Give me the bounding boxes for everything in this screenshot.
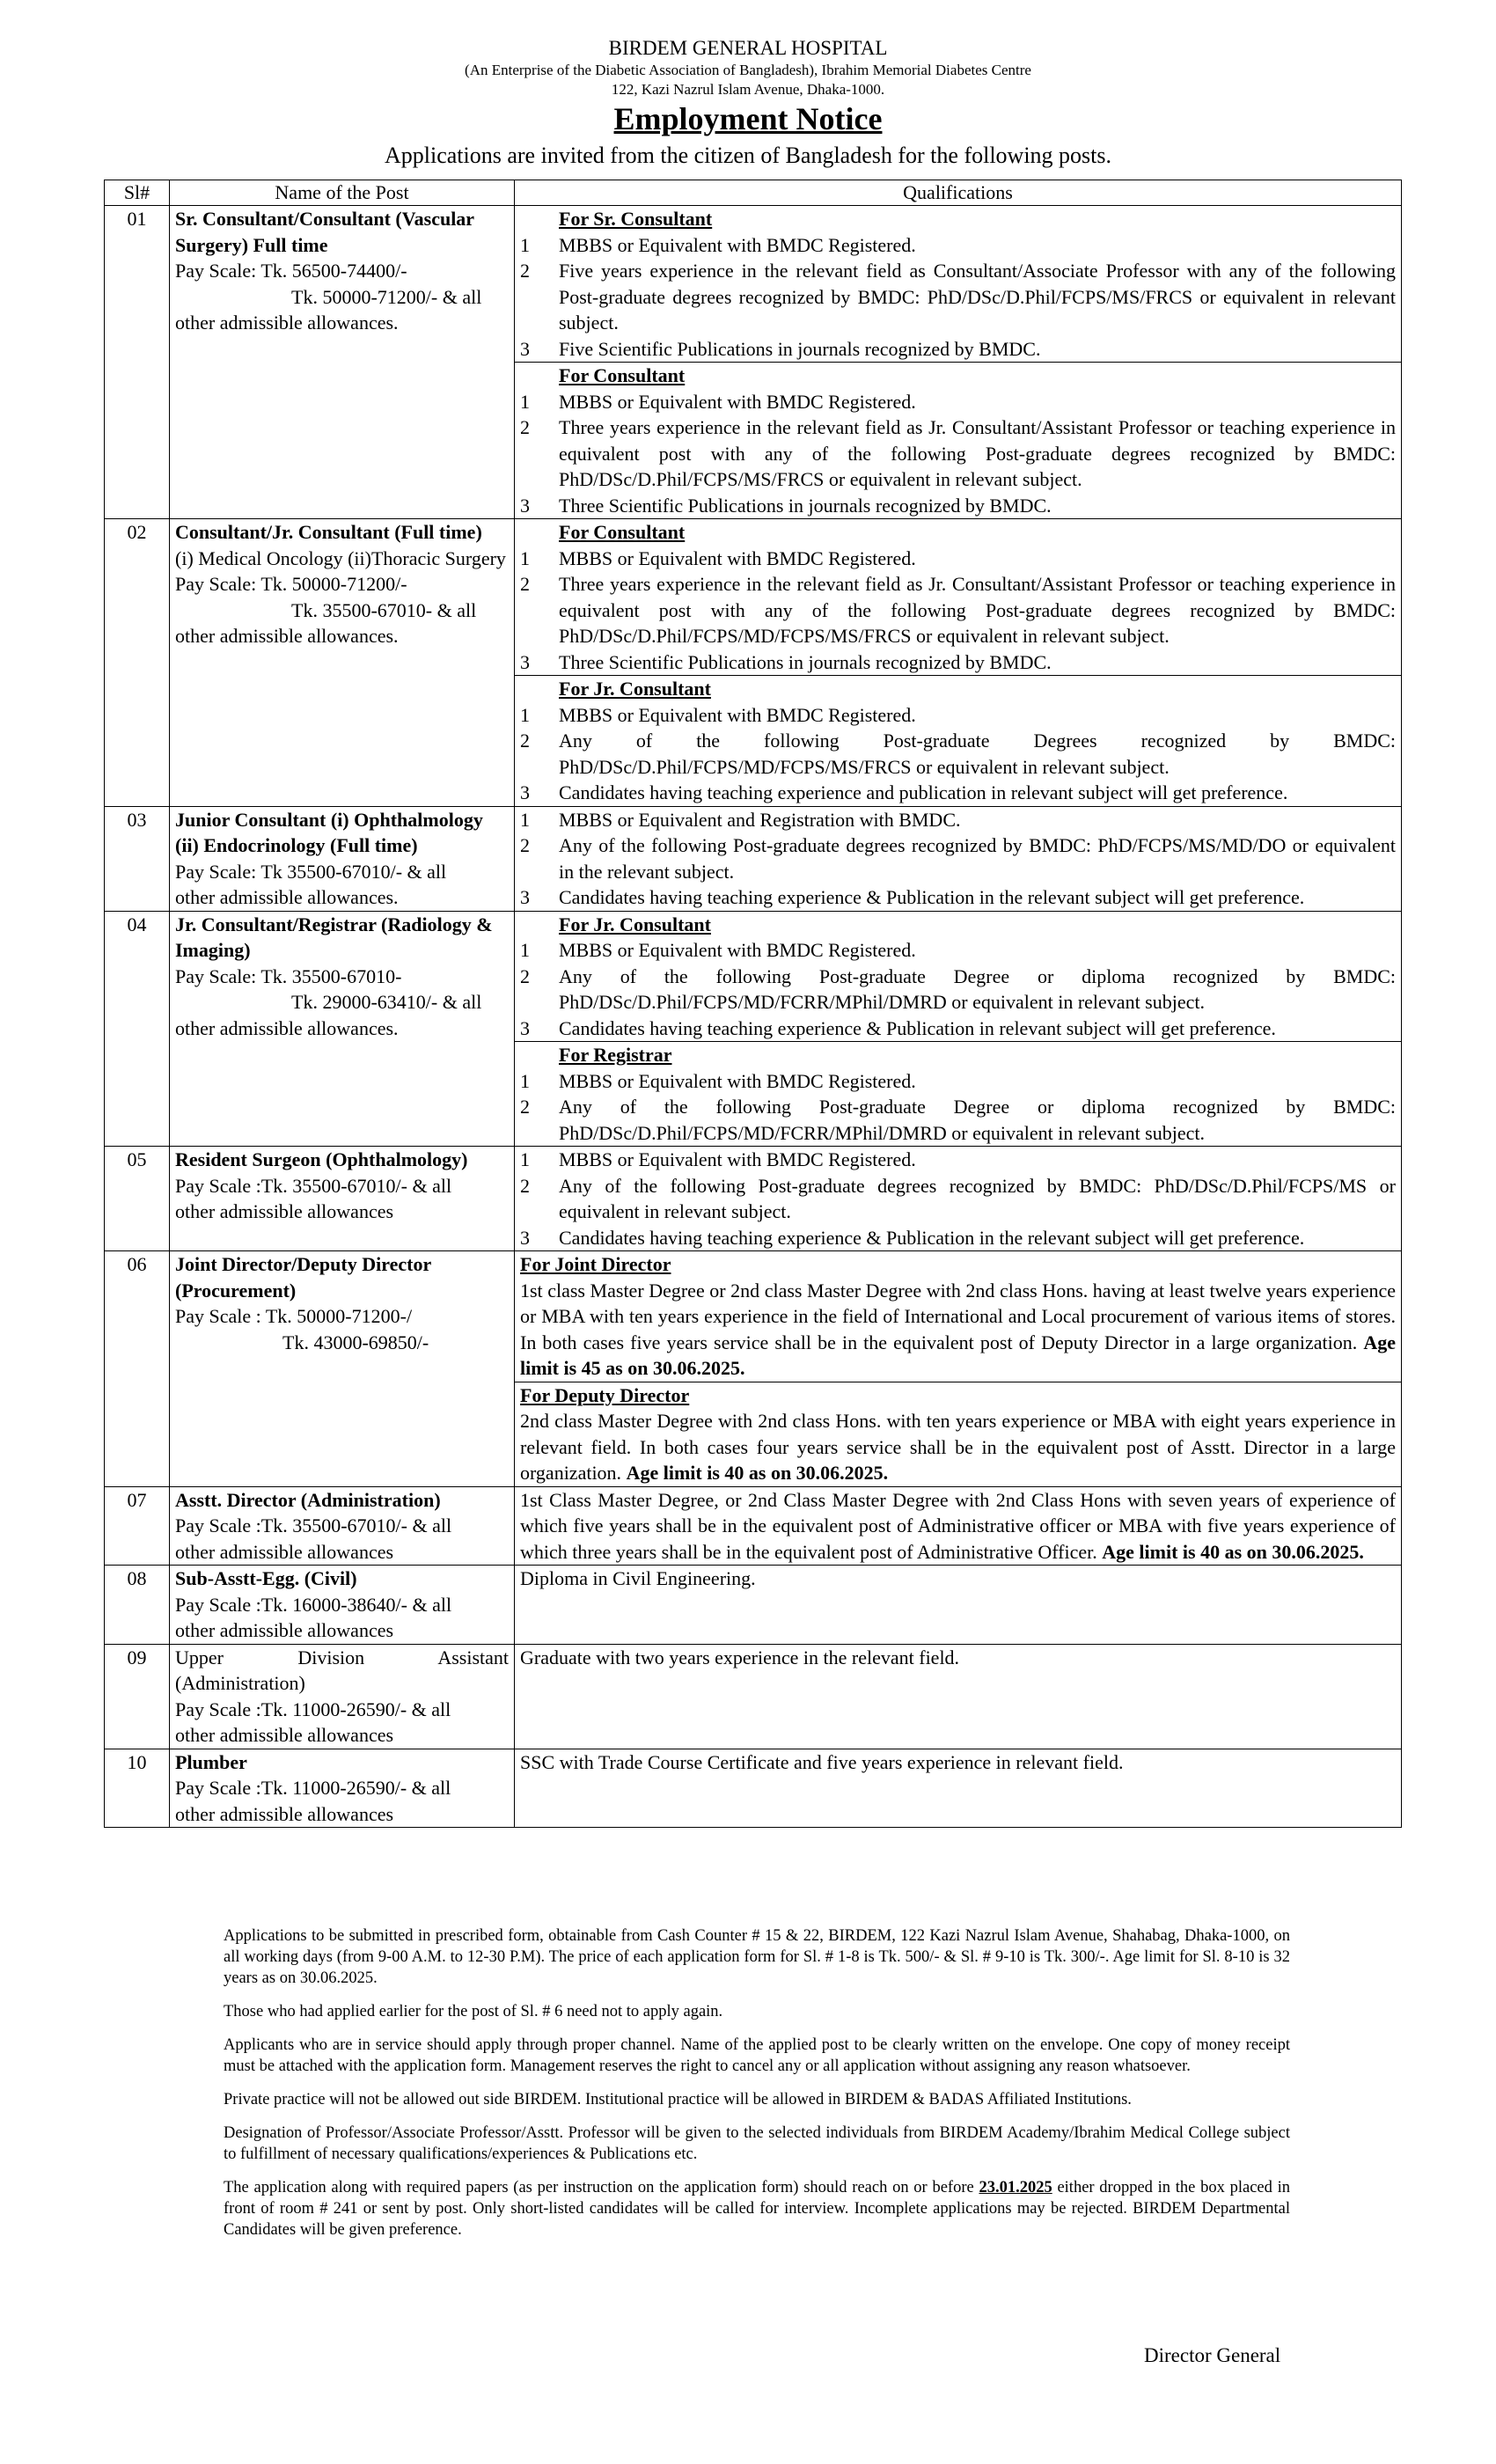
qualification-heading: For Consultant [559,364,686,386]
post-cell [170,806,515,911]
row-sl: 02 [105,519,170,807]
allowances: other admissible allowances. [175,625,399,647]
item-text: Three Scientific Publications in journals recognized by BMDC. [559,494,1052,517]
row-sl: 01 [105,206,170,519]
item-text: Any of the following Post-graduate Degree or diploma recognized by BMDC: PhD/DSc/D.Phil/FCPS/MD/FCRR/MPhil/DMRD or equivalent in relevant subject. [559,964,1396,1013]
qualification-block [515,1566,1402,1645]
qualification-block [515,1147,1402,1251]
list-item [520,1173,1396,1225]
item-text: MBBS or Equivalent with BMDC Registered. [559,233,916,256]
item-number: 2 [520,730,530,752]
list-item [520,780,1396,806]
item-number: 1 [520,1069,530,1092]
item-number: 3 [520,337,530,360]
table-row [105,1749,1402,1828]
signature: Director General [1144,2344,1281,2366]
pay-scale: Pay Scale :Tk. 11000-26590/- & all [175,1777,451,1799]
item-number: 3 [520,1016,530,1039]
note-paragraph [224,2177,1290,2240]
item-number: 1 [520,808,530,831]
pay-scale: Pay Scale :Tk. 35500-67010/- & all [175,1514,452,1536]
note-paragraph: Designation of Professor/Associate Professor/Asstt. Professor will be given to the selected individuals from BIRDEM Academy/Ibrahim Medical College subject to fulfillment of necessary qualifications/experiences & Publications etc. [224,2124,1290,2163]
qualification-text [520,1278,1396,1382]
list-item [520,649,1396,676]
item-text: Five years experience in the relevant field as Consultant/Associate Professor with any of the following Post-graduate degrees recognized by BMDC: PhD/DSc/D.Phil/FCPS/MS/FRCS or equivalent in relevant subject. [559,260,1396,334]
post-cell [170,911,515,1147]
pay-scale: Pay Scale : Tk. 50000-71200-/ [175,1305,413,1327]
item-text: MBBS or Equivalent with BMDC Registered. [559,1069,916,1092]
row-sl: 09 [105,1644,170,1749]
qualification-block [515,363,1402,519]
row-sl: 03 [105,806,170,911]
item-text: Three years experience in the relevant field as Jr. Consultant/Assistant Professor or teaching experience in equivalent post with any of the following Post-graduate degrees recognized by BMDC: PhD/DSc/D.Phil/FCPS/MD/FCPS/MS/FRCS or equivalent in relevant subject. [559,573,1396,647]
item-number: 3 [520,781,530,803]
pay-scale: Pay Scale :Tk. 16000-38640/- & all [175,1593,452,1616]
qualification-block [515,1042,1402,1147]
list-item [520,1016,1396,1042]
list-item [520,1147,1396,1173]
item-number: 1 [520,703,530,726]
note-paragraph: Private practice will not be allowed out side BIRDEM. Institutional practice will be allowed in BIRDEM & BADAS Affiliated Institutions. [224,2091,1132,2108]
post-name: Consultant/Jr. Consultant (Full time) [175,521,482,543]
row-sl: 08 [105,1566,170,1645]
qualification-heading: For Joint Director [520,1253,671,1275]
post-name: Joint Director/Deputy Director (Procurement) [175,1253,431,1302]
qualification-heading: For Sr. Consultant [559,208,713,230]
posts-table [104,180,1402,1828]
header-sl: Sl# [105,180,170,206]
table-row [105,1251,1402,1382]
item-number: 2 [520,573,530,595]
deadline-date: 23.01.2025 [979,2179,1052,2196]
item-number: 3 [520,1226,530,1249]
post-name: Resident Surgeon (Ophthalmology) [175,1148,468,1170]
item-number: 1 [520,546,530,569]
allowances: other admissible allowances. [175,1016,399,1039]
post-name: Sub-Asstt-Egg. (Civil) [175,1567,357,1589]
deadline-text-b: either dropped in the box placed in front of room # 241 or sent by post. Only short-listed candidates will be called for interview. Incomplete applications may be rejected. BIRDEM Departmental Candidates will be given preference. [224,2179,1291,2239]
org-subtitle: (An Enterprise of the Diabetic Association of Bangladesh), Ibrahim Memorial Diabetes Centre [465,62,1031,78]
qualification-text: Graduate with two years experience in the relevant field. [520,1646,960,1668]
item-text: Three Scientific Publications in journals recognized by BMDC. [559,650,1052,673]
row-sl: 05 [105,1147,170,1251]
note-paragraph: Applications to be submitted in prescribed form, obtainable from Cash Counter # 15 & 22, BIRDEM, 122 Kazi Nazrul Islam Avenue, Shahabag, Dhaka-1000, on all working days (from 9-00 A.M. to 12-30 P.M). The price of each application form for Sl. # 1-8 is Tk. 500/- & Sl. # 9-10 is Tk. 300/-. Age limit for Sl. 8-10 is 32 years as on 30.06.2025. [224,1927,1290,1987]
item-number: 2 [520,1096,530,1118]
list-item [520,258,1396,336]
post-name: Junior Consultant (i) Ophthalmology (ii) Endocrinology (Full time) [175,808,483,856]
pay-scale: Pay Scale: Tk 35500-67010/- & all [175,860,447,883]
item-text: Any of the following Post-graduate degrees recognized by BMDC: PhD/DSc/D.Phil/FCPS/MS or equivalent in relevant subject. [559,1174,1396,1222]
deadline-text-a: The application along with required papers (as per instruction on the application form) should reach on or before [224,2179,974,2196]
post-cell [170,1147,515,1251]
list-item [520,232,1396,259]
item-number: 2 [520,416,530,438]
qualification-body: 1st class Master Degree or 2nd class Master Degree with 2nd class Hons. having at least twelve years experience or MBA with ten years experience in the field of International and Local procurement of various items of stores. In both cases five years service shall be in the equivalent post of Deputy Director in a large organization. [520,1279,1396,1353]
table-header-row [105,180,1402,206]
post-name: Plumber [175,1750,247,1773]
qualification-block [515,806,1402,911]
qualification-block [515,519,1402,676]
qualification-text: Diploma in Civil Engineering. [520,1567,756,1589]
allowances: other admissible allowances [175,1540,394,1563]
age-limit: Age limit is 40 as on 30.06.2025. [1102,1540,1364,1563]
table-row [105,1147,1402,1251]
item-text: Any of the following Post-graduate degrees recognized by BMDC: PhD/FCPS/MS/MD/DO or equivalent in the relevant subject. [559,834,1396,883]
pay-scale: Pay Scale: Tk. 35500-67010- [175,964,402,987]
pay-scale: Pay Scale: Tk. 56500-74400/- [175,260,407,282]
table-row [105,519,1402,676]
table-row [105,1566,1402,1645]
list-item [520,964,1396,1016]
table-row [105,911,1402,1042]
list-item [520,389,1396,415]
item-text: MBBS or Equivalent with BMDC Registered. [559,939,916,961]
age-limit: Age limit is 45 as on 30.06.2025. [520,1331,1396,1379]
list-item [520,832,1396,884]
item-text: MBBS or Equivalent with BMDC Registered. [559,546,916,569]
allowances: other admissible allowances. [175,886,399,908]
notes-section [224,1925,1290,2253]
qualification-block [515,676,1402,807]
item-number: 1 [520,390,530,413]
page-title: Employment Notice [613,101,883,136]
header-post: Name of the Post [170,180,515,206]
qualification-block [515,1382,1402,1486]
list-item [520,571,1396,649]
qualification-heading: For Jr. Consultant [559,678,711,700]
qualification-block [515,206,1402,363]
item-number: 3 [520,494,530,517]
qualification-block [515,911,1402,1042]
item-number: 2 [520,1174,530,1197]
item-number: 2 [520,834,530,856]
pay-scale-alt: Tk. 50000-71200/- & all [291,285,482,308]
note-paragraph: Applicants who are in service should apply through proper channel. Name of the applied post to be clearly written on the envelope. One copy of money receipt must be attached with the application form. Management reserves the right to cancel any or all application without assigning any reason whatsoever. [224,2036,1290,2075]
item-number: 1 [520,939,530,961]
post-cell [170,1749,515,1828]
age-limit: Age limit is 40 as on 30.06.2025. [626,1462,889,1484]
post-cell [170,519,515,807]
qualification-heading: For Registrar [559,1044,672,1066]
row-sl: 07 [105,1486,170,1566]
list-item [520,493,1396,519]
table-row [105,806,1402,911]
row-sl: 06 [105,1251,170,1487]
header-qualifications: Qualifications [515,180,1402,206]
row-sl: 04 [105,911,170,1147]
qualification-text [520,1408,1396,1486]
post-cell [170,1644,515,1749]
allowances: other admissible allowances. [175,312,399,334]
list-item [520,728,1396,780]
org-address: 122, Kazi Nazrul Islam Avenue, Dhaka-1000. [611,81,885,98]
pay-scale: Pay Scale :Tk. 35500-67010/- & all [175,1174,452,1197]
allowances: other admissible allowances [175,1724,394,1746]
list-item [520,807,1396,833]
post-specialties: (i) Medical Oncology (ii)Thoracic Surgery [175,546,506,569]
pay-scale-alt: Tk. 35500-67010- & all [291,598,477,621]
list-item [520,546,1396,572]
post-cell [170,206,515,519]
list-item [520,1068,1396,1095]
intro-text: Applications are invited from the citizen of Bangladesh for the following posts. [384,143,1112,168]
qualification-text [520,1487,1396,1566]
item-number: 1 [520,233,530,256]
allowances: other admissible allowances [175,1619,394,1641]
item-text: Any of the following Post-graduate Degree or diploma recognized by BMDC: PhD/DSc/D.Phil/FCPS/MD/FCRR/MPhil/DMRD or equivalent in relevant subject. [559,1096,1396,1144]
list-item [520,336,1396,363]
table-row [105,1486,1402,1566]
qualification-block [515,1749,1402,1828]
list-item [520,702,1396,729]
qualification-body: 2nd class Master Degree with 2nd class Hons. with ten years experience or MBA with eight years experience in relevant field. In both cases four years service shall be in the equivalent post of Asstt. Director in a large organization. [520,1410,1396,1484]
qualification-heading: For Jr. Consultant [559,913,711,935]
item-text: MBBS or Equivalent with BMDC Registered. [559,390,916,413]
list-item [520,414,1396,493]
item-text: Candidates having teaching experience & Publication in the relevant subject will get preference. [559,886,1305,908]
item-number: 3 [520,886,530,908]
item-text: Five Scientific Publications in journals recognized by BMDC. [559,337,1041,360]
qualification-heading: For Consultant [559,521,686,543]
post-cell [170,1566,515,1645]
item-text: Three years experience in the relevant field as Jr. Consultant/Assistant Professor or teaching experience in equivalent post with any of the following Post-graduate degrees recognized by BMDC: PhD/DSc/D.Phil/FCPS/MS/FRCS or equivalent in relevant subject. [559,416,1396,490]
list-item [520,1225,1396,1251]
item-text: Candidates having teaching experience and publication in relevant subject will get preference. [559,781,1288,803]
table-row [105,206,1402,363]
post-department: (Administration) [175,1672,305,1694]
note-paragraph: Those who had applied earlier for the post of Sl. # 6 need not to apply again. [224,2003,723,2020]
post-cell [170,1486,515,1566]
pay-scale: Pay Scale: Tk. 50000-71200/- [175,573,407,595]
list-item [520,937,1396,964]
allowances: other admissible allowances [175,1200,394,1222]
qualification-block [515,1486,1402,1566]
row-sl: 10 [105,1749,170,1828]
item-text: MBBS or Equivalent with BMDC Registered. [559,1148,916,1170]
item-text: MBBS or Equivalent and Registration with BMDC. [559,808,961,831]
list-item [520,1094,1396,1146]
org-name: BIRDEM GENERAL HOSPITAL [608,37,888,59]
list-item [520,884,1396,911]
qualification-body: 1st Class Master Degree, or 2nd Class Master Degree with 2nd Class Hons with seven years of experience of which five years shall be in the equivalent post of Administrative officer or MBA with five years experience of which three years shall be in the equivalent post of Administrative Officer. [520,1488,1396,1563]
allowances: other admissible allowances [175,1802,394,1825]
post-cell [170,1251,515,1487]
pay-scale-alt: Tk. 43000-69850/- [282,1331,429,1353]
item-text: Candidates having teaching experience & Publication in relevant subject will get preference. [559,1016,1276,1039]
post-name: Upper Division Assistant [175,1646,509,1668]
table-row [105,1644,1402,1749]
item-text: Any of the following Post-graduate Degrees recognized by BMDC: PhD/DSc/D.Phil/FCPS/MD/FCPS/MS/FRCS or equivalent in relevant subject. [559,730,1396,778]
item-number: 2 [520,260,530,282]
item-text: MBBS or Equivalent with BMDC Registered. [559,703,916,726]
item-number: 3 [520,650,530,673]
post-name: Asstt. Director (Administration) [175,1488,441,1511]
qualification-block [515,1644,1402,1749]
post-name: Sr. Consultant/Consultant (Vascular Surgery) Full time [175,208,474,256]
item-number: 2 [520,964,530,987]
pay-scale: Pay Scale :Tk. 11000-26590/- & all [175,1698,451,1720]
item-number: 1 [520,1148,530,1170]
post-name: Jr. Consultant/Registrar (Radiology & Imaging) [175,913,493,961]
pay-scale-alt: Tk. 29000-63410/- & all [291,991,482,1013]
qualification-block [515,1251,1402,1382]
qualification-text: SSC with Trade Course Certificate and five years experience in relevant field. [520,1750,1124,1773]
item-text: Candidates having teaching experience & Publication in the relevant subject will get preference. [559,1226,1305,1249]
qualification-heading: For Deputy Director [520,1383,690,1406]
